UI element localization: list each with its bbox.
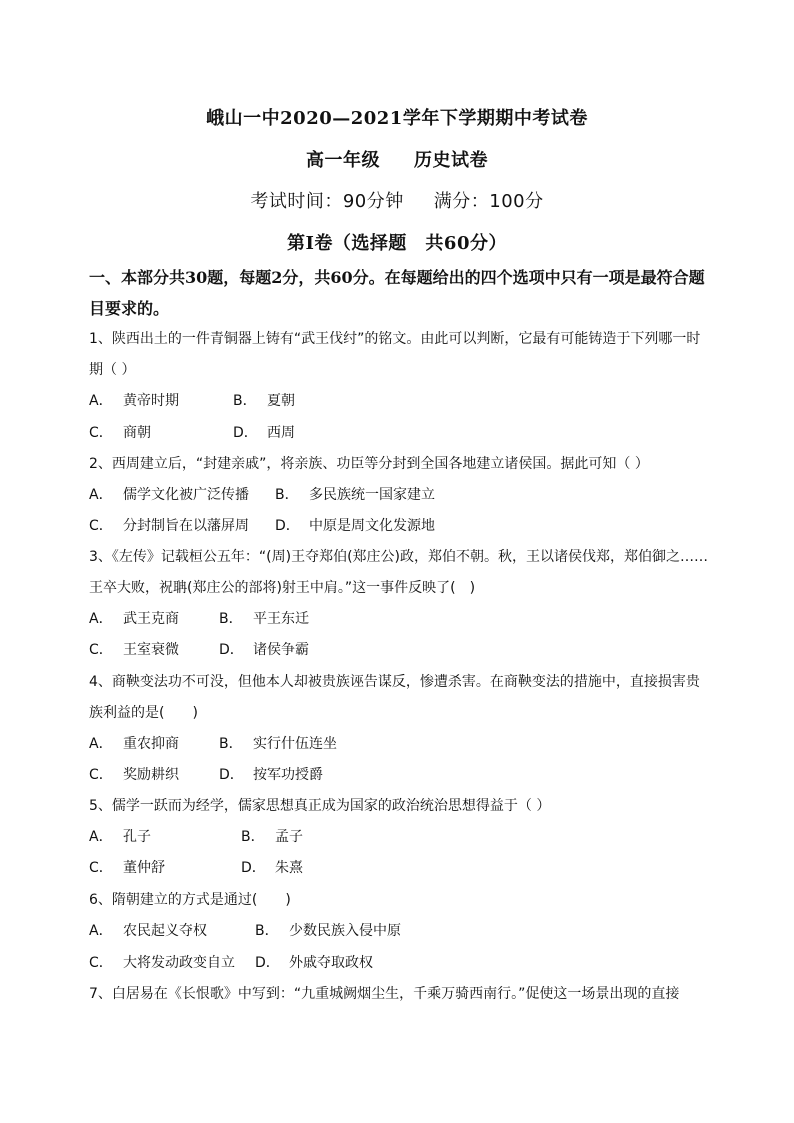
option-d: D． 朱熹 <box>241 860 303 876</box>
exam-time: 考试时间：90分钟 <box>250 191 404 212</box>
option-b: B． 孟子 <box>241 829 303 845</box>
exam-subtitle <box>0 146 794 172</box>
question-3-options-row-1 <box>89 604 709 635</box>
grade-label: 高一年级 <box>306 150 380 171</box>
option-a: A． 武王克商 <box>89 611 179 627</box>
question-1-stem: 1、陕西出土的一件青铜器上铸有“武王伐纣”的铭文。由此可以判断，它最有可能铸造于下列哪一时期（ ） <box>89 331 701 378</box>
option-a: A． 黄帝时期 <box>89 393 179 409</box>
option-a: A． 孔子 <box>89 829 151 845</box>
question-4-options-row-2 <box>89 760 709 791</box>
question-5-options-row-2 <box>89 853 709 884</box>
question-1-options-row-2 <box>89 418 709 449</box>
question-5-stem: 5、儒学一跃而为经学，儒家思想真正成为国家的政治统治思想得益于（ ） <box>89 798 551 814</box>
question-7-stem: 7、白居易在《长恨歌》中写到：“九重城阙烟尘生，千乘万骑西南行。”促使这一场景出现的直接 <box>89 986 680 1002</box>
option-b: B． 多民族统一国家建立 <box>275 487 435 503</box>
question-3-stem: 3、《左传》记载桓公五年：“(周)王夺郑伯(郑庄公)政，郑伯不朝。秋，王以诸侯伐郑，郑伯御之……王卒大败，祝聃(郑庄公的部将)射王中肩。”这一事件反映了( ) <box>89 549 709 596</box>
subject-label: 历史试卷 <box>414 150 488 171</box>
option-c: C． 王室衰微 <box>89 642 179 658</box>
question-1-options-row-1 <box>89 386 709 417</box>
question-6-options-row-1 <box>89 916 709 947</box>
option-b: B． 实行什伍连坐 <box>219 736 337 752</box>
question-4-stem: 4、商鞅变法功不可没，但他本人却被贵族诬告谋反，惨遭杀害。在商鞅变法的措施中，直接损害贵族利益的是( ) <box>89 674 700 721</box>
exam-score: 满分：100分 <box>433 191 544 212</box>
question-2-stem: 2、西周建立后，“封建亲戚”，将亲族、功臣等分封到全国各地建立诸侯国。据此可知（ ） <box>89 456 649 472</box>
question-2-options-row-1 <box>89 480 709 511</box>
option-a: A． 农民起义夺权 <box>89 923 207 939</box>
exam-title: 峨山一中2020—2021学年下学期期中考试卷 <box>206 108 588 129</box>
option-b: B． 夏朝 <box>233 393 295 409</box>
question-2-options-row-2 <box>89 511 709 542</box>
option-d: D． 中原是周文化发源地 <box>275 518 435 534</box>
option-a: A． 重农抑商 <box>89 736 179 752</box>
option-c: C． 大将发动政变自立 <box>89 955 235 971</box>
option-d: D． 按军功授爵 <box>219 767 323 783</box>
section-intro: 一、本部分共30题，每题2分，共60分。在每题给出的四个选项中只有一项是最符合题目要求的。 <box>89 268 705 318</box>
option-d: D． 西周 <box>233 425 295 441</box>
question-4-options-row-1 <box>89 729 709 760</box>
question-6-stem: 6、隋朝建立的方式是通过( ) <box>89 892 291 908</box>
part-title: 第Ⅰ卷（选择题 共60分） <box>287 233 507 254</box>
option-d: D． 外戚夺取政权 <box>255 955 373 971</box>
question-5-options-row-1 <box>89 822 709 853</box>
option-b: B． 少数民族入侵中原 <box>255 923 401 939</box>
exam-info <box>0 187 794 213</box>
option-c: C． 董仲舒 <box>89 860 165 876</box>
question-3-options-row-2 <box>89 635 709 666</box>
option-c: C． 奖励耕织 <box>89 767 179 783</box>
option-c: C． 商朝 <box>89 425 151 441</box>
option-c: C． 分封制旨在以藩屏周 <box>89 518 249 534</box>
option-d: D． 诸侯争霸 <box>219 642 309 658</box>
question-6-options-row-2 <box>89 948 709 979</box>
option-a: A． 儒学文化被广泛传播 <box>89 487 249 503</box>
option-b: B． 平王东迁 <box>219 611 309 627</box>
